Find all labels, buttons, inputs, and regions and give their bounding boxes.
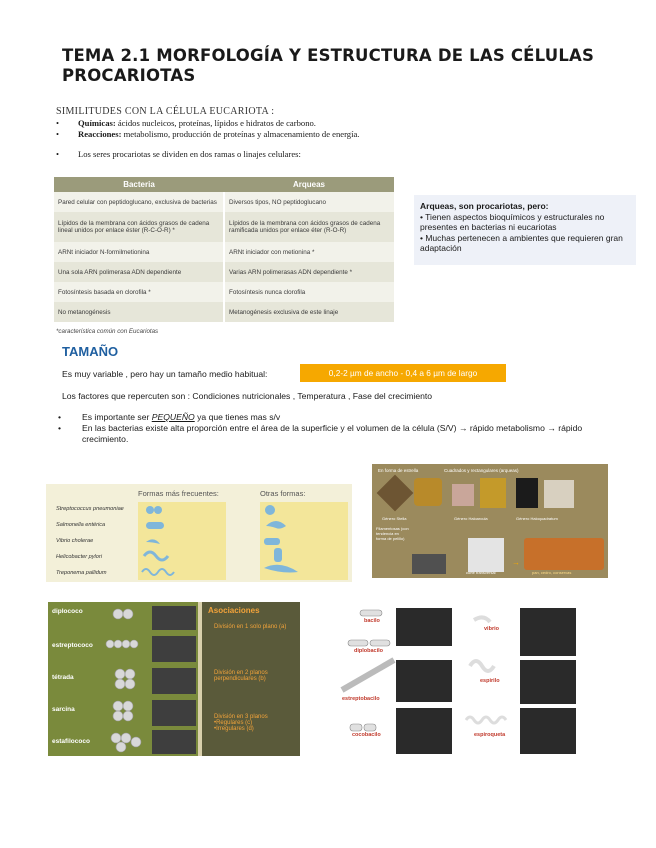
table-row: Lípidos de la membrana con ácidos grasos de cadena lineal unidos por enlace éster (R-C-O-R) * Lípidos de la membrana con ácidos grasos de cadena ramificada unidos por enlace éter (R-O-R)	[54, 212, 394, 242]
formas-figure	[46, 484, 352, 582]
table-row: ARNt iniciador N-formilmetionina ARNt iniciador con metionina *	[54, 242, 394, 262]
bacilo-label: espiroqueta	[474, 732, 506, 738]
square-cell-photo	[480, 478, 506, 508]
asociacion-item: División en 1 solo plano (a)	[214, 624, 287, 630]
arqueas-box-line: • Muchas pertenecen a ambientes que requieren gran adaptación	[420, 232, 623, 253]
species-label: Salmonella entérica	[56, 522, 106, 528]
star-cell-photo	[414, 478, 442, 506]
species-label: Vibrio cholerae	[56, 538, 94, 544]
bacilo-label: vibrio	[484, 626, 499, 632]
page-title: TEMA 2.1 MORFOLOGÍA Y ESTRUCTURA DE LAS CÉLULAS PROCARIOTAS	[62, 46, 595, 85]
formas-otras-label: Otras formas:	[260, 489, 306, 498]
cocos-drawing	[100, 604, 150, 754]
coco-label: diplococo	[52, 608, 83, 615]
table-row: Pared celular con peptidoglucano, exclusiva de bacterias Diversos tipos, NO peptidoglucano	[54, 192, 394, 212]
asociacion-item: División en 2 planos perpendiculares (b)	[214, 670, 268, 682]
micro-photo	[152, 606, 196, 630]
table-row: Una sola ARN polimerasa ADN dependiente Varias ARN polimerasas ADN dependiente *	[54, 262, 394, 282]
asociaciones-heading: Asociaciones	[208, 606, 260, 615]
micro-photo	[152, 668, 196, 694]
table-row: No metanogénesis Metanogénesis exclusiva de este linaje	[54, 302, 394, 322]
similitud-item: • Reacciones: metabolismo, producción de proteínas y almacenamiento de energía.	[56, 129, 416, 140]
bacilo-label: estreptobacilo	[342, 696, 380, 702]
table-header-bacteria: Bacteria	[54, 177, 224, 192]
tamano-bullets	[58, 412, 628, 445]
coco-label: estafilococo	[52, 738, 90, 745]
bacilos-drawing	[334, 604, 584, 758]
micro-photo	[152, 730, 196, 754]
fig-caption: pan, cedro, conservas	[532, 570, 572, 575]
coco-label: tétrada	[52, 674, 74, 681]
tamano-bullet: • En las bacterias existe alta proporción entre el área de la superficie y el volumen de la célula (S/V) → rápido metabolismo → rápido crecimiento.	[58, 423, 628, 445]
arqueas-box-line: • Tienen aspectos bioquímicos y estructurales no presentes en bacterias ni eucariotas	[420, 211, 605, 232]
fig-label: En forma de estrella	[378, 468, 419, 473]
table-header-arqueas: Arqueas	[224, 177, 394, 192]
bacilo-label: bacilo	[364, 618, 380, 624]
bacilo-label: cocobacilo	[352, 732, 381, 738]
haloquadratum-photo	[544, 480, 574, 508]
fig-caption: corte transversal	[466, 570, 496, 575]
species-label: Treponema pallidum	[56, 570, 107, 576]
micro-photo	[152, 636, 196, 662]
fig-caption: Género Haloarcula	[454, 516, 488, 521]
arqueas-box	[414, 195, 636, 265]
tamano-intro: Es muy variable , pero hay un tamaño medio habitual:	[62, 369, 268, 379]
similitudes-heading: SIMILITUDES CON LA CÉLULA EUCARIOTA :	[56, 106, 275, 117]
tamano-heading: TAMAÑO	[62, 344, 119, 359]
bacteria-arqueas-table	[54, 177, 394, 322]
division-list	[56, 149, 416, 160]
fig-label: Filamentosas (con tendencia en forma de pelillo)	[376, 526, 409, 541]
asociacion-item: División en 3 planos •Regulares (c) •Irregulares (d)	[214, 714, 268, 732]
coco-label: sarcina	[52, 706, 75, 713]
bacilo-label: diplobacilo	[354, 648, 384, 654]
square-cell-photo	[452, 484, 474, 506]
formas-frecuentes-label: Formas más frecuentes:	[138, 489, 219, 498]
bacilo-label: espirilo	[480, 678, 500, 684]
micro-photo	[152, 700, 196, 726]
arrow-icon: →	[512, 558, 520, 567]
food-photo	[524, 538, 604, 570]
fig-caption: Género Stella	[382, 516, 407, 521]
fig-caption: Género Haloquadratum	[516, 516, 558, 521]
coco-label: estreptococo	[52, 642, 93, 649]
arqueas-photo-figure	[372, 464, 608, 578]
cross-section-photo	[468, 538, 504, 572]
similitudes-list	[56, 118, 416, 139]
similitud-item: • Químicas: ácidos nucleicos, proteínas, lípidos e hidratos de carbono.	[56, 118, 416, 129]
species-label: Streptococcus pneumoniae	[56, 506, 124, 512]
size-badge: 0,2-2 µm de ancho - 0,4 a 6 µm de largo	[300, 364, 506, 382]
haloquadratum-photo	[516, 478, 538, 508]
asociaciones-figure	[48, 602, 300, 756]
filament-photo	[412, 554, 446, 574]
bacilos-figure	[334, 604, 584, 758]
bacteria-shapes-drawing	[138, 502, 348, 580]
division-text: • Los seres procariotas se dividen en dos ramas o linajes celulares:	[56, 149, 416, 160]
star-cell-photo	[377, 475, 414, 512]
fig-label: Cuadrados y rectangulares (arqueas)	[444, 468, 519, 473]
species-label: Helicobacter pylori	[56, 554, 103, 560]
tamano-factors: Los factores que repercuten son : Condiciones nutricionales , Temperatura , Fase del crecimiento	[62, 391, 433, 401]
tamano-bullet: • Es importante ser PEQUEÑO ya que tienes mas s/v	[58, 412, 628, 423]
arqueas-box-title: Arqueas, son procariotas, pero:	[420, 201, 549, 211]
table-note: *característica común con Eucariotas	[56, 328, 159, 335]
table-row: Fotosíntesis basada en clorofila * Fotosíntesis nunca clorofila	[54, 282, 394, 302]
